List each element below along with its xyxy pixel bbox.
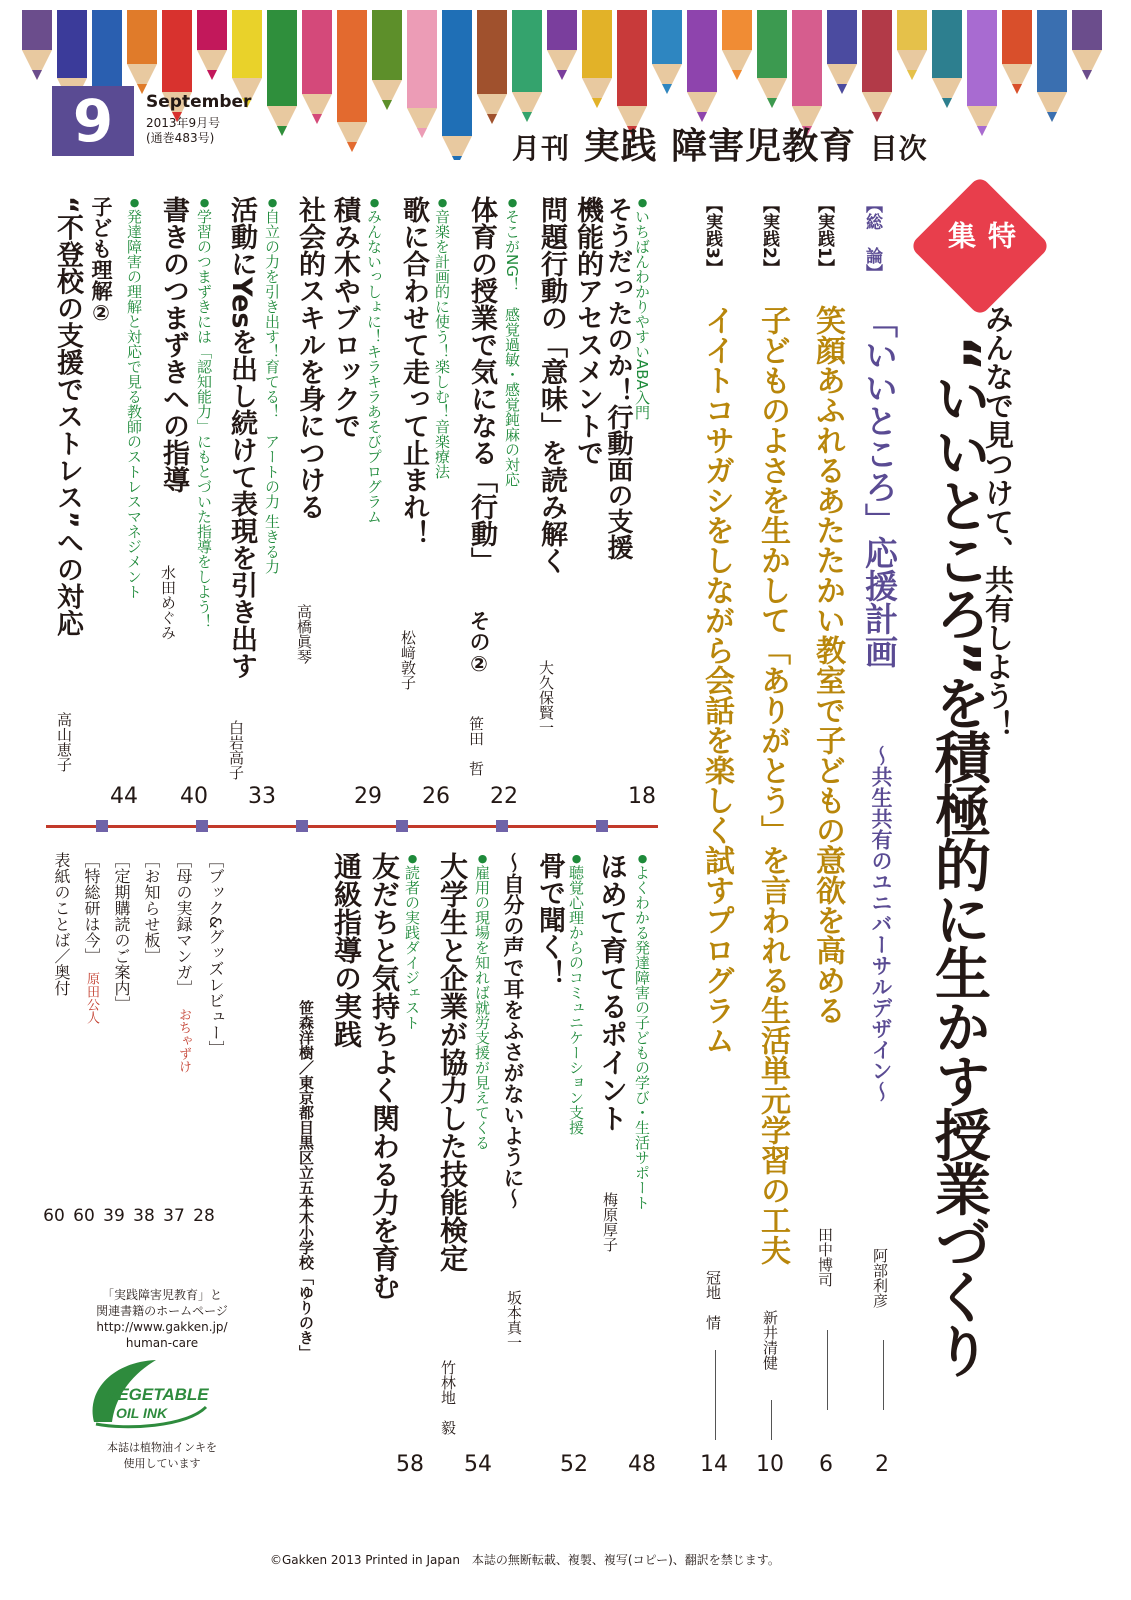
title-writing: 書きのつまずきへの指導 <box>158 196 189 493</box>
pencil-body <box>162 10 192 92</box>
lead-art: ● 自立の力を引き出す！育てる！ アートの力 生きる力 <box>262 196 283 574</box>
divider-dot <box>596 820 608 832</box>
pencil-lead <box>662 84 672 94</box>
pencil-body <box>372 10 402 80</box>
pencil-body <box>302 10 332 94</box>
title-bone: 骨で聞く！ <box>534 852 565 987</box>
author-takayama: 高山恵子 <box>55 712 73 772</box>
feature-badge-label: 特集 <box>944 221 1017 249</box>
pencil-body <box>862 10 892 92</box>
feature-title-practice1: 笑顔あふれるあたたかい教室で子どもの意欲を高める <box>810 305 845 1025</box>
pencil-lead <box>347 142 357 152</box>
author-takahashi: 高橋眞琴 <box>295 604 313 664</box>
magazine-title <box>512 118 928 169</box>
issue-volume-line: (通巻483号) <box>146 131 215 145</box>
pencil-lead <box>977 126 987 136</box>
pencil-body <box>1072 10 1102 50</box>
leader-line <box>827 1330 828 1410</box>
lead-employment: ● 雇用の現場を知れば就労支援が見えてくる <box>472 852 493 1150</box>
page-29: 29 <box>354 784 382 809</box>
feature-title-practice3: イイトコサガシをしながら会話を楽しく試すプログラム <box>699 305 734 1055</box>
page-60b: 60 <box>43 1206 65 1226</box>
lead-dev: ● よくわかる発達障害の子どもの学び・生活サポート <box>632 852 653 1210</box>
misc-manga: ［母の実録マンガ］ <box>174 852 193 996</box>
pencil-body <box>687 10 717 92</box>
page-40: 40 <box>180 784 208 809</box>
page-6: 6 <box>819 1452 833 1477</box>
pencil-body <box>337 10 367 122</box>
misc-subscription: ［定期購読のご案内］ <box>112 852 131 1012</box>
subtitle-sensory: その② <box>467 610 491 676</box>
title-understanding: 子ども理解② <box>89 196 113 325</box>
page-52: 52 <box>560 1452 588 1477</box>
issue-date <box>146 116 220 146</box>
pencil-body <box>267 10 297 106</box>
pencil-body <box>547 10 577 50</box>
pencil-lead <box>1082 70 1092 80</box>
page-10: 10 <box>756 1452 784 1477</box>
lead-play: ● みんないっしょに！キラキラあそびプログラム <box>364 196 385 524</box>
page-44: 44 <box>110 784 138 809</box>
title-resource: 通級指導の実践 <box>330 852 363 1048</box>
misc-book-review: ［ブック&グッズレビュー］ <box>206 852 225 1057</box>
page-22: 22 <box>490 784 518 809</box>
lead-cognition: ● 学習のつまずきには「認知能力」にもとづいた指導をしよう！ <box>194 196 215 629</box>
lead-stress: ● 発達障害の理解と対応で見る教師のストレスマネジメント <box>124 196 145 599</box>
logo-line1: VEGETABLE <box>106 1385 209 1404</box>
divider-dot <box>196 820 208 832</box>
lead-sensory: ● そこがNG！ 感覚過敏・感覚鈍麻の対応 <box>502 196 523 487</box>
pencil-body <box>407 10 437 108</box>
pencil-body <box>22 10 52 50</box>
feature-title-overview: 「いいところ」応援計画 <box>860 305 899 668</box>
pencil-lead <box>32 70 42 80</box>
issue-month: September <box>146 92 252 112</box>
misc-manga-author: おちゃずけ <box>176 1008 191 1073</box>
author-okubo: 大久保賢一 <box>537 660 555 735</box>
pencil-lead <box>837 84 847 94</box>
logo-note-line2: 使用しています <box>123 1457 201 1470</box>
pencil-lead <box>942 98 952 108</box>
pencil-body <box>512 10 542 92</box>
pencil-lead <box>487 114 497 124</box>
author-sakamoto: 坂本真一 <box>505 1290 523 1350</box>
page-48: 48 <box>628 1452 656 1477</box>
page-18: 18 <box>628 784 656 809</box>
misc-cover: 表紙のことば／奥付 <box>52 852 71 996</box>
lead-aba: ● いちばんわかりやすいABA入門 <box>632 196 653 420</box>
feature-tag-practice3: 【実践3】 <box>702 196 722 276</box>
author-umehara: 梅原厚子 <box>601 1192 619 1252</box>
feature-title-practice2: 子どものよさを生かして「ありがとう」を言われる生活単元学習の工夫 <box>755 305 790 1265</box>
pencil-body <box>897 10 927 50</box>
feature-tag-practice1: 【実践1】 <box>814 196 834 276</box>
logo-note <box>48 1440 276 1472</box>
pencil-lead <box>1047 112 1057 122</box>
logo-note-line1: 本誌は植物油インキを <box>107 1441 217 1454</box>
pencil-lead <box>557 70 567 80</box>
title-sensory: 体育の授業で気になる「行動」 <box>466 196 497 574</box>
subtitle-bone: 〜自分の声で耳をふさがないように〜 <box>501 852 525 1209</box>
page-28b: 28 <box>193 1206 215 1226</box>
website-note <box>48 1287 276 1351</box>
pencil-body <box>967 10 997 106</box>
pencil-lead <box>767 98 777 108</box>
author-tanaka: 田中博司 <box>816 1227 834 1287</box>
title-truancy: “不登校の支援でストレス”への対応 <box>52 196 83 637</box>
website-note-line2: 関連書籍のホームページ <box>96 1304 228 1318</box>
author-kanchi: 冠地 情 <box>704 1270 722 1330</box>
misc-nise: ［特総研は今］ <box>82 852 101 964</box>
divider-dot <box>496 820 508 832</box>
pencil-body <box>932 10 962 78</box>
title-blocks-1: 積み木やブロックで <box>329 196 360 439</box>
pencil-lead <box>907 70 917 80</box>
title-blocks-2: 社会的スキルを身につける <box>294 196 325 520</box>
feature-subtitle: みんなで見つけて、共有しよう！ <box>981 304 1015 739</box>
author-matsuzaki: 松﨑敦子 <box>399 630 417 690</box>
website-url-path: human-care <box>125 1336 199 1350</box>
page-14: 14 <box>700 1452 728 1477</box>
misc-nise-author: 原田公人 <box>84 972 99 1024</box>
pencil-body <box>617 10 647 106</box>
page-60a: 60 <box>73 1206 95 1226</box>
pencil-body <box>722 10 752 50</box>
divider-dot <box>396 820 408 832</box>
issue-number: 9 <box>52 86 134 156</box>
section-divider <box>46 825 658 828</box>
pencil-lead <box>417 128 427 138</box>
pencil-lead <box>592 98 602 108</box>
website-note-line1: 「実践障害児教育」と <box>101 1288 222 1302</box>
lead-digest: ● 読者の実践ダイジェスト <box>402 852 423 1030</box>
feature-tag-practice2: 【実践2】 <box>759 196 779 276</box>
vegetable-oil-ink-logo <box>76 1352 226 1437</box>
toc-label: 目次 <box>869 132 928 165</box>
pencil-lead <box>732 70 742 80</box>
leader-line <box>883 1340 884 1410</box>
author-arai: 新井清健 <box>761 1310 779 1370</box>
pencil-lead <box>1012 84 1022 94</box>
page-39: 39 <box>103 1206 125 1226</box>
pencil-body <box>652 10 682 64</box>
pencil-body <box>442 10 472 136</box>
pencil-body <box>477 10 507 94</box>
pencil-lead <box>382 100 392 110</box>
author-shiraiwa: 白岩高子 <box>227 720 245 780</box>
feature-tag-overview: 【総 論】 <box>862 196 882 281</box>
page-54: 54 <box>464 1452 492 1477</box>
pencil-lead <box>277 126 287 136</box>
author-sasamori: 笹森洋樹／東京都目黒区立五本木小学校「ゆりのき」 <box>297 1000 315 1360</box>
author-sasada: 笹田 哲 <box>467 716 485 776</box>
issue-date-line: 2013年9月号 <box>146 116 221 130</box>
title-skills-test: 大学生と企業が協力した技能検定 <box>436 852 469 1272</box>
title-music: 歌に合わせて走って止まれ！ <box>398 196 429 547</box>
pencil-lead <box>452 156 462 160</box>
pencil-body <box>57 10 87 78</box>
author-mizuta: 水田めぐみ <box>159 565 177 640</box>
website-url[interactable]: http://www.gakken.jp/ <box>96 1320 228 1334</box>
pencil-body <box>582 10 612 78</box>
feature-subtitle-overview: 〜共生共有のユニバーサルデザイン〜 <box>869 745 893 1102</box>
divider-dot <box>296 820 308 832</box>
page-38: 38 <box>133 1206 155 1226</box>
feature-title: “いいところ”を積極的に生かす授業づくり <box>926 335 991 1377</box>
title-art: 活動にYesを出し続けて表現を引き出す <box>226 196 257 680</box>
copyright: ©Gakken 2013 Printed in Japan 本誌の無断転載、複製、複写(コピー)、翻訳を禁じます。 <box>270 1553 780 1567</box>
pencil-body <box>127 10 157 64</box>
misc-notice: ［お知らせ板］ <box>142 852 161 964</box>
pencil-body <box>232 10 262 78</box>
title-aba-3: 問題行動の「意味」を読み解く <box>536 196 567 574</box>
page-33: 33 <box>248 784 276 809</box>
title-friends: 友だちと気持ちよく関わる力を育む <box>368 852 401 1300</box>
lead-music: ● 音楽を計画的に使う！楽しむ！音楽療法 <box>432 196 453 479</box>
lead-hearing: ● 聴覚心理からのコミュニケーション支援 <box>566 852 587 1135</box>
divider-dot <box>96 820 108 832</box>
pencil-body <box>197 10 227 50</box>
title-aba-1: そうだったのか！行動面の支援 <box>603 196 633 560</box>
pencil-lead <box>207 70 217 80</box>
pencil-body <box>827 10 857 64</box>
pencil-body <box>792 10 822 106</box>
pencil-body <box>757 10 787 78</box>
pencil-body <box>1002 10 1032 64</box>
page-26: 26 <box>422 784 450 809</box>
pencil-lead <box>312 114 322 124</box>
author-takebayashi: 竹林地 毅 <box>439 1360 457 1435</box>
author-abe: 阿部利彦 <box>871 1248 889 1308</box>
leader-line <box>771 1400 772 1440</box>
pencil-body <box>1037 10 1067 92</box>
logo-line2: OIL INK <box>116 1405 168 1421</box>
title-aba-2: 機能的アセスメントで <box>572 196 603 466</box>
magazine-name: 実践 障害児教育 <box>583 126 857 167</box>
page-2: 2 <box>875 1452 889 1477</box>
page-58: 58 <box>396 1452 424 1477</box>
leader-line <box>715 1350 716 1440</box>
page-37: 37 <box>163 1206 185 1226</box>
magazine-prefix: 月刊 <box>512 132 571 165</box>
title-praise: ほめて育てるポイント <box>596 852 629 1132</box>
